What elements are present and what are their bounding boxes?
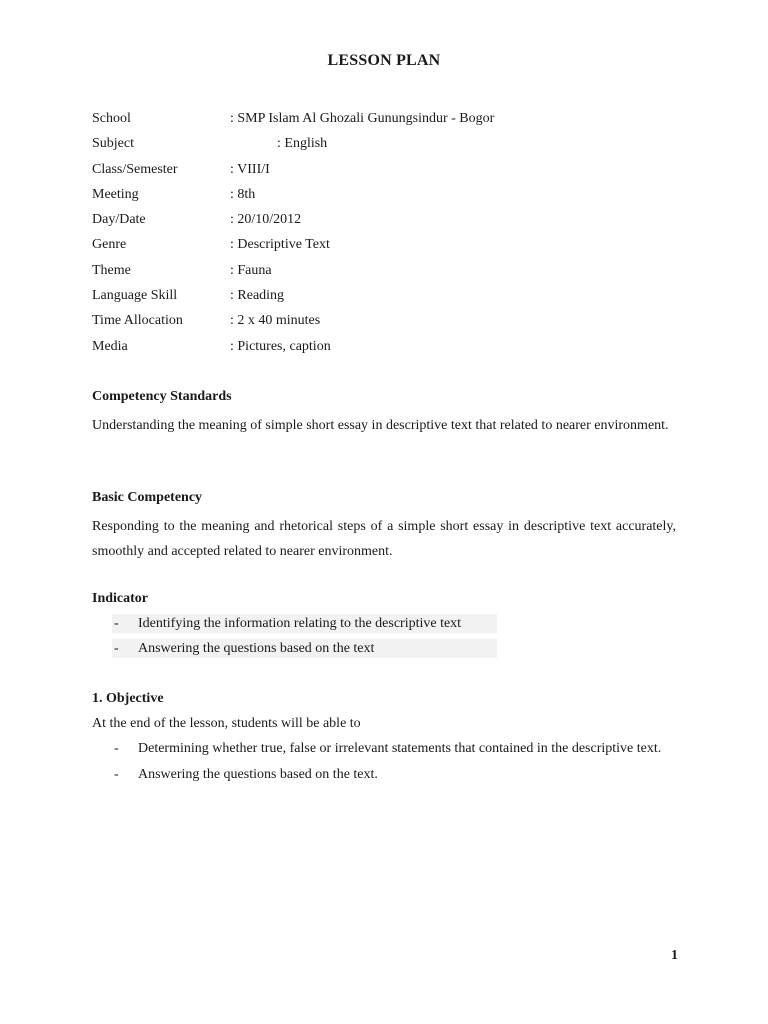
list-item	[92, 611, 676, 636]
section-heading: Basic Competency	[92, 490, 203, 505]
bullet-dash: -	[114, 766, 119, 782]
list-item	[92, 736, 676, 761]
list-item-text: Answering the questions based on the text	[138, 641, 375, 657]
info-value: : 8th	[230, 186, 256, 202]
info-label: Subject	[92, 136, 134, 152]
bullet-dash: -	[114, 616, 119, 631]
info-row-meeting	[92, 186, 682, 211]
list-item-text: Determining whether true, false or irrelevant statements that contained in the descriptive text.	[138, 741, 662, 757]
objective-list	[92, 736, 676, 787]
list-item	[92, 636, 676, 661]
info-label: Meeting	[92, 186, 139, 202]
info-label: Genre	[92, 237, 127, 253]
info-label: Day/Date	[92, 212, 146, 228]
info-row-genre	[92, 236, 682, 261]
info-value: : 2 x 40 minutes	[230, 313, 321, 329]
section-heading: Competency Standards	[92, 389, 232, 404]
info-value: : Reading	[230, 288, 285, 304]
info-value: : Descriptive Text	[230, 237, 330, 253]
info-value: : VIII/I	[230, 161, 270, 177]
list-item-text: Answering the questions based on the text.	[138, 766, 378, 782]
info-value: : SMP Islam Al Ghozali Gunungsindur - Bogor	[230, 111, 495, 126]
info-row-class-semester	[92, 161, 682, 186]
page-number: 1	[671, 948, 678, 963]
info-value: : Pictures, caption	[230, 338, 331, 354]
page-title: LESSON PLAN	[327, 52, 441, 69]
section-paragraph: Responding to the meaning and rhetorical steps of a simple short essay in descriptive text accurately, smoothly and accepted related to nearer environment.	[92, 519, 676, 560]
list-item-text: Identifying the information relating to the descriptive text	[138, 616, 462, 631]
info-row-language-skill	[92, 287, 682, 312]
info-row-theme	[92, 262, 682, 287]
section-paragraph: Understanding the meaning of simple short essay in descriptive text that related to nearer environment.	[92, 418, 669, 433]
info-row-subject	[92, 135, 682, 160]
info-label: Language Skill	[92, 288, 178, 304]
list-item	[92, 762, 676, 787]
bullet-dash: -	[114, 741, 119, 757]
info-label: School	[92, 111, 131, 126]
info-row-media	[92, 338, 682, 363]
bullet-dash: -	[114, 641, 119, 657]
basic-competency-section	[92, 489, 676, 565]
info-label: Theme	[92, 262, 131, 278]
competency-standards-section	[92, 388, 676, 438]
info-value: : English	[277, 136, 328, 152]
info-row-day-date	[92, 211, 682, 236]
section-paragraph: At the end of the lesson, students will be able to	[92, 716, 361, 731]
section-heading: 1. Objective	[92, 691, 164, 706]
lesson-info-table	[92, 110, 682, 363]
objective-section	[92, 690, 676, 787]
info-row-time-allocation	[92, 312, 682, 337]
indicator-section	[92, 590, 676, 662]
info-value: : Fauna	[230, 262, 272, 278]
info-label: Class/Semester	[92, 161, 178, 177]
info-value: : 20/10/2012	[230, 212, 302, 228]
info-label: Time Allocation	[92, 313, 183, 329]
indicator-list	[92, 611, 676, 662]
section-heading: Indicator	[92, 591, 148, 606]
info-row-school	[92, 110, 682, 135]
info-label: Media	[92, 338, 128, 354]
